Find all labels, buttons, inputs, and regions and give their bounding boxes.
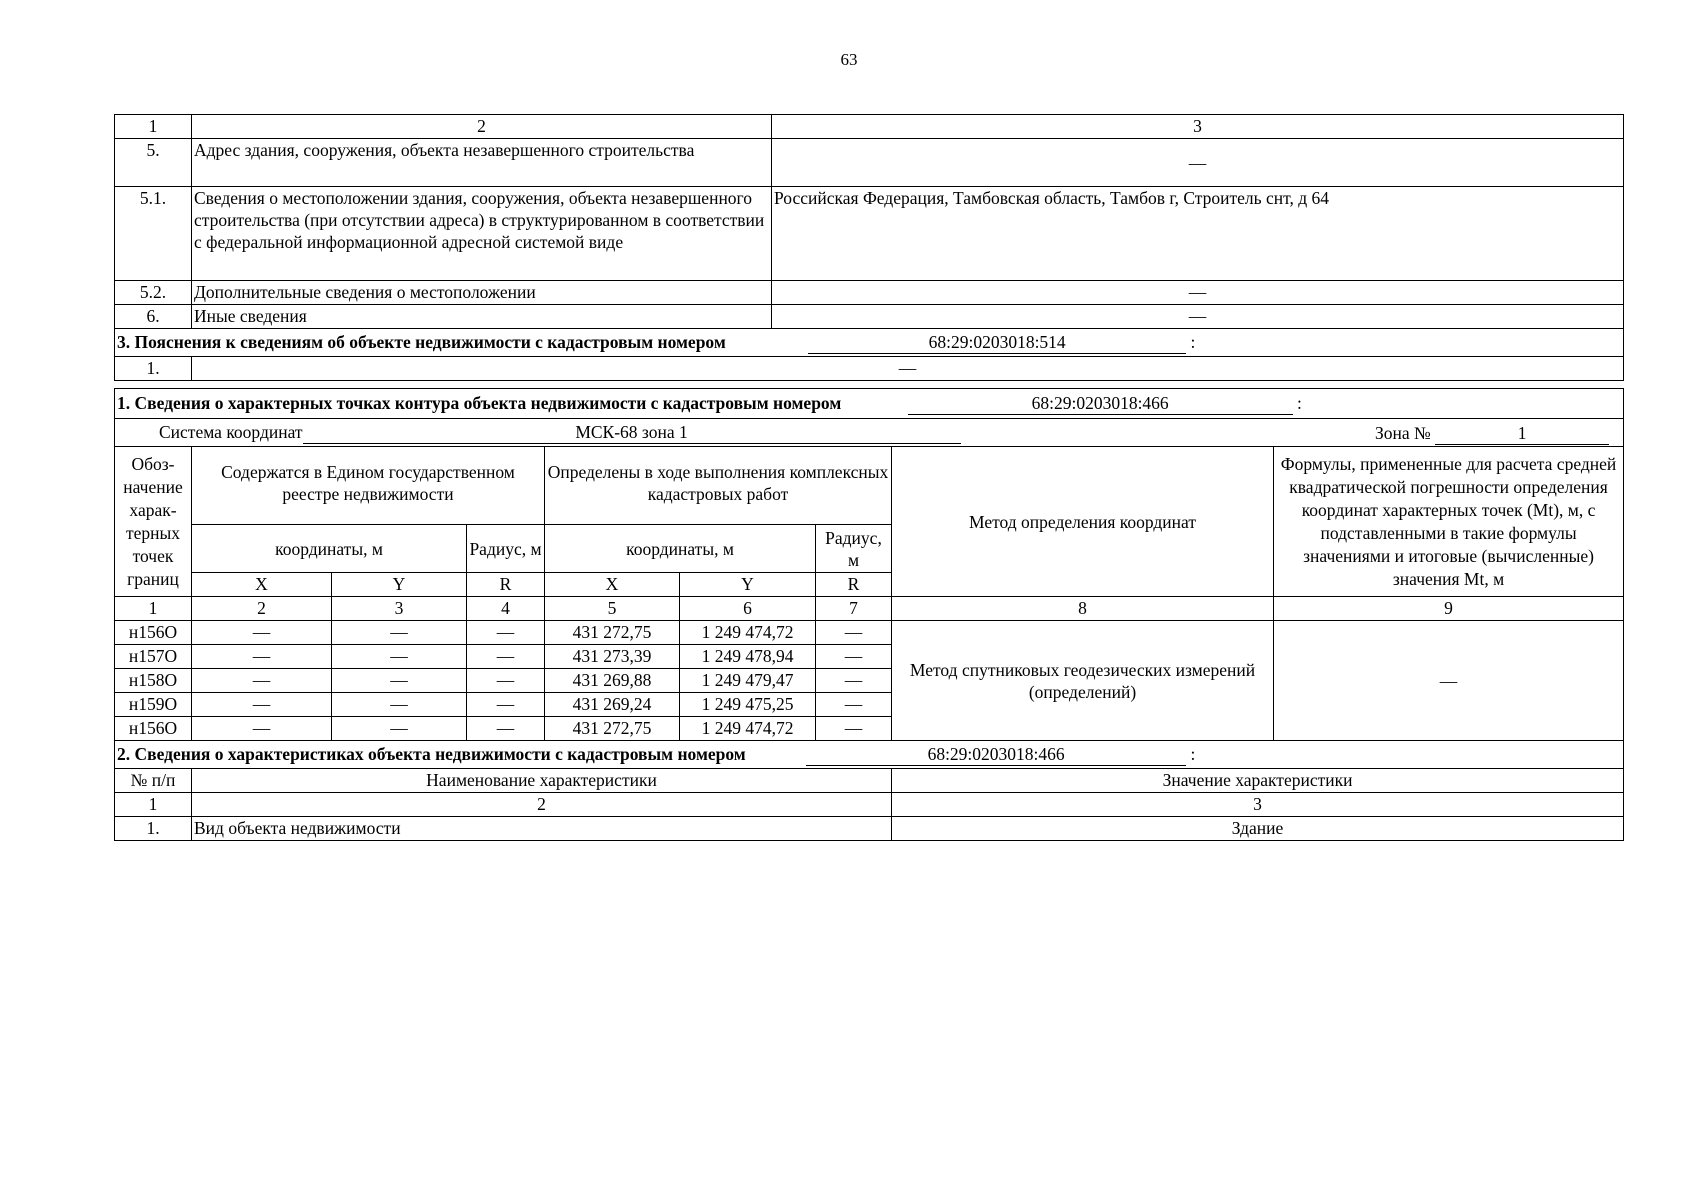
point-r2: — <box>816 669 892 693</box>
row-value: — <box>772 305 1624 329</box>
column-number: 8 <box>892 597 1274 621</box>
column-number-3: 3 <box>772 115 1624 139</box>
point-y1: — <box>332 669 467 693</box>
point-x1: — <box>192 621 332 645</box>
point-y2: 1 249 475,25 <box>680 693 816 717</box>
cadastral-number: 68:29:0203018:466 <box>908 392 1293 415</box>
kkr-coords-header: координаты, м <box>545 525 816 573</box>
column-number: 3 <box>892 793 1624 817</box>
egrn-y-header: Y <box>332 573 467 597</box>
column-number: 7 <box>816 597 892 621</box>
point-y1: — <box>332 717 467 741</box>
coordinates-table <box>114 388 1624 841</box>
row-number: 5.2. <box>115 281 192 305</box>
cadastral-number: 68:29:0203018:466 <box>806 743 1186 766</box>
point-row <box>115 621 1624 645</box>
row-value: Российская Федерация, Тамбовская область, Тамбов г, Строитель снт, д 64 <box>772 187 1624 281</box>
designation-header: Обоз-начение харак-терных точек границ <box>115 447 192 597</box>
point-y1: — <box>332 693 467 717</box>
point-y2: 1 249 479,47 <box>680 669 816 693</box>
row-value: — <box>772 281 1624 305</box>
row-number: 5. <box>115 139 192 187</box>
row-name: Адрес здания, сооружения, объекта незавершенного строительства <box>192 139 772 187</box>
method-value: Метод спутниковых геодезических измерений (определений) <box>892 621 1274 741</box>
row-value: Здание <box>892 817 1624 841</box>
column-number: 2 <box>192 793 892 817</box>
col-name-header: Наименование характеристики <box>192 769 892 793</box>
point-r2: — <box>816 693 892 717</box>
egrn-header: Содержатся в Едином государственном реестре недвижимости <box>192 447 545 525</box>
method-header: Метод определения координат <box>892 447 1274 597</box>
point-name: н156О <box>115 621 192 645</box>
point-r2: — <box>816 717 892 741</box>
kkr-y-header: Y <box>680 573 816 597</box>
point-x1: — <box>192 669 332 693</box>
column-number: 4 <box>467 597 545 621</box>
row-value: — <box>772 139 1624 187</box>
point-r1: — <box>467 693 545 717</box>
table-row <box>115 357 1624 381</box>
coord-system-label: Система координат <box>159 422 303 442</box>
column-number-2: 2 <box>192 115 772 139</box>
column-number: 3 <box>332 597 467 621</box>
egrn-x-header: X <box>192 573 332 597</box>
column-numbers-row <box>115 793 1624 817</box>
table-row <box>115 139 1624 187</box>
header-row <box>115 447 1624 525</box>
point-x2: 431 272,75 <box>545 621 680 645</box>
colon: : <box>1190 332 1196 352</box>
row-value: — <box>192 357 1624 381</box>
point-y1: — <box>332 621 467 645</box>
point-r2: — <box>816 645 892 669</box>
point-x1: — <box>192 645 332 669</box>
formulas-value: — <box>1274 621 1624 741</box>
row-name: Сведения о местоположении здания, сооружения, объекта незавершенного строительства (при отсутствии адреса) в структурированном в соответствии с федеральной информационной адресной системой виде <box>192 187 772 281</box>
point-y2: 1 249 478,94 <box>680 645 816 669</box>
point-name: н159О <box>115 693 192 717</box>
row-name: Вид объекта недвижимости <box>192 817 892 841</box>
kkr-radius-header: Радиус, м <box>816 525 892 573</box>
zone-value: 1 <box>1435 422 1609 445</box>
point-name: н158О <box>115 669 192 693</box>
colon: : <box>1297 393 1302 413</box>
point-y2: 1 249 474,72 <box>680 621 816 645</box>
section-title-row <box>115 329 1624 357</box>
table-row <box>115 305 1624 329</box>
page-number: 63 <box>840 50 858 69</box>
section-title: 2. Сведения о характеристиках объекта недвижимости с кадастровым номером <box>117 744 746 764</box>
formulas-header: Формулы, примененные для расчета средней квадратической погрешности определения координат характерных точек (Mt), м, с подставленными в такие формулы значениями и итоговые (вычисленные) значения Mt, м <box>1274 447 1624 597</box>
point-r1: — <box>467 669 545 693</box>
row-number: 5.1. <box>115 187 192 281</box>
row-name: Иные сведения <box>192 305 772 329</box>
zone-label: Зона № <box>1374 423 1431 443</box>
egrn-r-header: R <box>467 573 545 597</box>
point-name: н157О <box>115 645 192 669</box>
kkr-r-header: R <box>816 573 892 597</box>
section-title-row <box>115 389 1624 419</box>
point-r2: — <box>816 621 892 645</box>
table-row <box>115 281 1624 305</box>
point-r1: — <box>467 717 545 741</box>
coord-system-value: МСК-68 зона 1 <box>303 421 961 444</box>
table-header-row <box>115 769 1624 793</box>
point-r1: — <box>467 621 545 645</box>
section-title-row <box>115 741 1624 769</box>
column-number: 5 <box>545 597 680 621</box>
column-number: 1 <box>115 793 192 817</box>
egrn-coords-header: координаты, м <box>192 525 467 573</box>
cadastral-number: 68:29:0203018:514 <box>808 331 1186 354</box>
row-number: 6. <box>115 305 192 329</box>
address-table <box>114 114 1624 381</box>
row-name: Дополнительные сведения о местоположении <box>192 281 772 305</box>
point-x2: 431 272,75 <box>545 717 680 741</box>
point-x2: 431 269,24 <box>545 693 680 717</box>
point-r1: — <box>467 645 545 669</box>
table-row <box>115 187 1624 281</box>
point-y1: — <box>332 645 467 669</box>
kkr-header: Определены в ходе выполнения комплексных кадастровых работ <box>545 447 892 525</box>
column-number-1: 1 <box>115 115 192 139</box>
egrn-radius-header: Радиус, м <box>467 525 545 573</box>
point-x1: — <box>192 717 332 741</box>
table-header-row <box>115 115 1624 139</box>
point-x2: 431 269,88 <box>545 669 680 693</box>
point-x1: — <box>192 693 332 717</box>
row-number: 1. <box>115 817 192 841</box>
section-title: 1. Сведения о характерных точках контура объекта недвижимости с кадастровым номером <box>117 393 842 413</box>
column-numbers-row <box>115 597 1624 621</box>
point-name: н156О <box>115 717 192 741</box>
col-num-header: № п/п <box>115 769 192 793</box>
column-number: 2 <box>192 597 332 621</box>
column-number: 1 <box>115 597 192 621</box>
point-y2: 1 249 474,72 <box>680 717 816 741</box>
column-number: 9 <box>1274 597 1624 621</box>
col-value-header: Значение характеристики <box>892 769 1624 793</box>
column-number: 6 <box>680 597 816 621</box>
coordinate-system-row <box>115 419 1624 447</box>
kkr-x-header: X <box>545 573 680 597</box>
table-row <box>115 817 1624 841</box>
row-number: 1. <box>115 357 192 381</box>
colon: : <box>1190 744 1196 764</box>
section-title: 3. Пояснения к сведениям об объекте недвижимости с кадастровым номером <box>117 332 726 352</box>
point-x2: 431 273,39 <box>545 645 680 669</box>
